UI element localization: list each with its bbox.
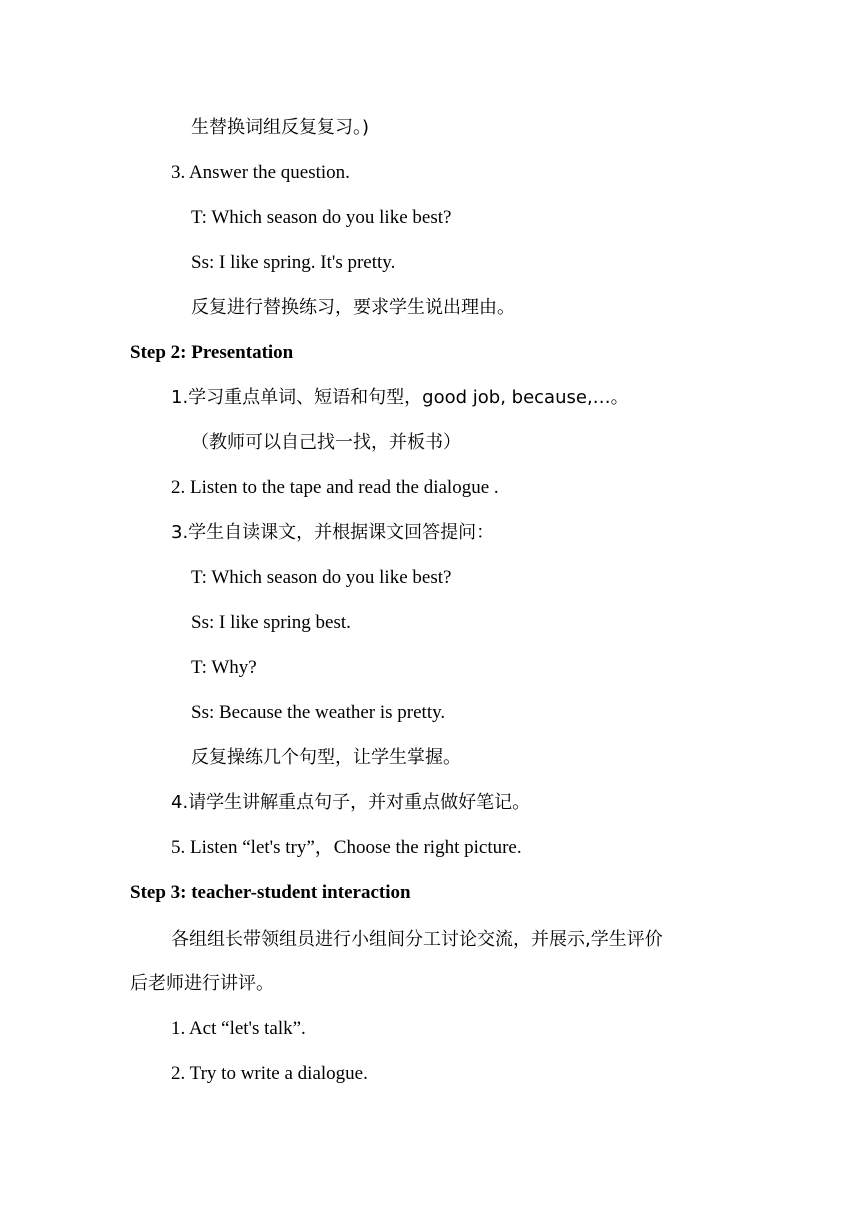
list-item: 5. Listen “let's try”，Choose the right picture. (171, 837, 522, 858)
paragraph-line: 各组组长带领组员进行小组间分工讨论交流，并展示,学生评价 (171, 929, 663, 950)
dialogue-line: T: Which season do you like best? (191, 567, 452, 588)
paragraph-line: 后老师进行讲评。 (130, 973, 274, 994)
dialogue-line: T: Why? (191, 657, 257, 678)
text-line: 反复操练几个句型，让学生掌握。 (191, 747, 461, 768)
dialogue-line: T: Which season do you like best? (191, 207, 452, 228)
list-item: 4.请学生讲解重点句子，并对重点做好笔记。 (171, 792, 531, 813)
section-heading: Step 3: teacher-student interaction (130, 882, 411, 903)
list-item: 2. Try to write a dialogue. (171, 1063, 368, 1084)
dialogue-line: Ss: I like spring best. (191, 612, 351, 633)
dialogue-line: Ss: Because the weather is pretty. (191, 702, 446, 723)
section-heading: Step 2: Presentation (130, 342, 294, 363)
list-item: 1. Act “let's talk”. (171, 1018, 306, 1039)
text-line: （教师可以自己找一找，并板书） (191, 432, 461, 453)
list-item: 3. Answer the question. (171, 162, 350, 183)
text-line: 反复进行替换练习，要求学生说出理由。 (191, 297, 515, 318)
list-item: 2. Listen to the tape and read the dialogue . (171, 477, 499, 498)
list-item: 1.学习重点单词、短语和句型，good job, because,…。 (171, 387, 629, 408)
list-item: 3.学生自读课文，并根据课文回答提问： (171, 522, 495, 543)
text-line: 生替换词组反复复习。) (191, 117, 370, 138)
dialogue-line: Ss: I like spring. It's pretty. (191, 252, 396, 273)
